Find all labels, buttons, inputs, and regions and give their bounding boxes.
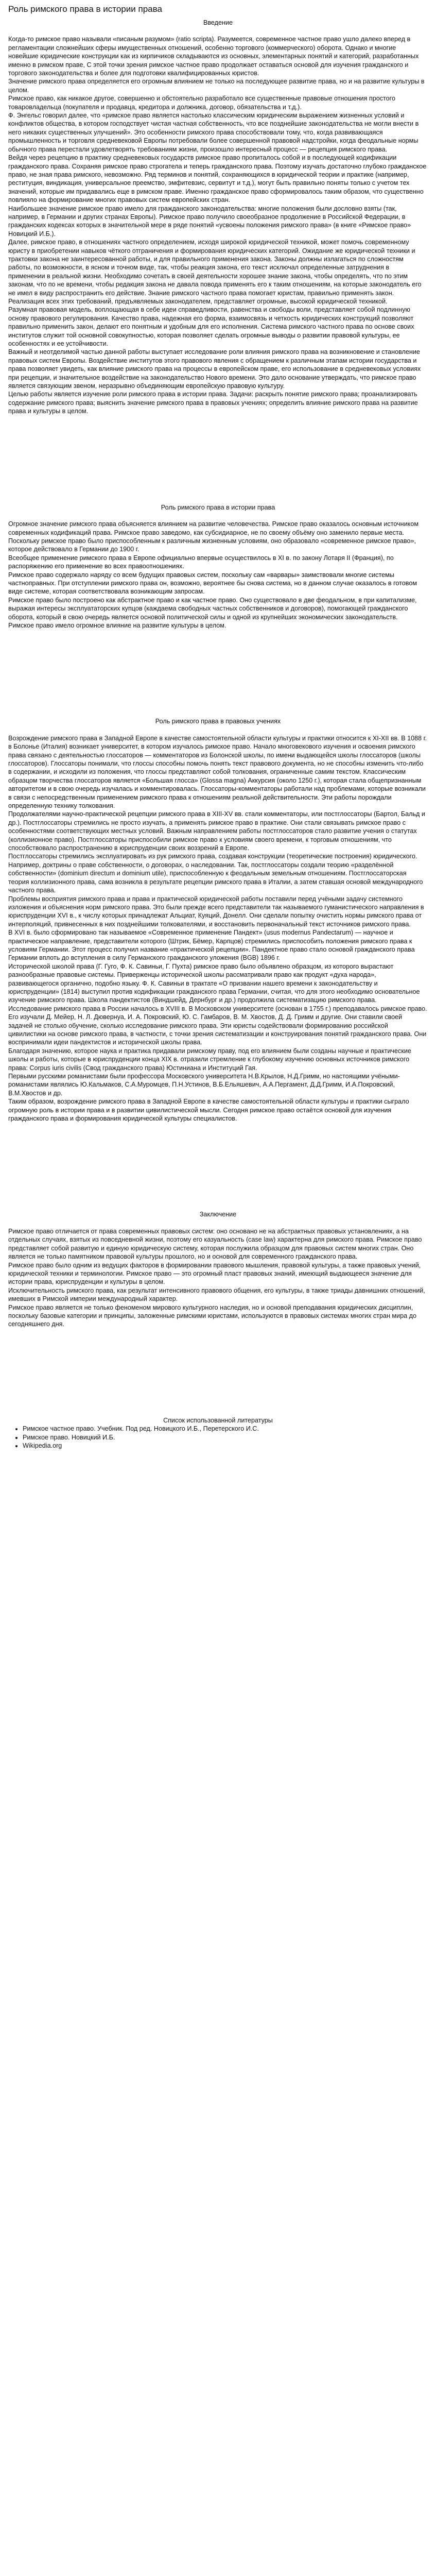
legal-paragraph: В XVI в. было сформировано так называемое «Современное применение Пандект» (usus modernus Pandectarum) — научное и практическое направление, представители которого (Штрик, Бёмер, Карпцов) стремились приспособить положения римского права к условиям Германии. Этот процесс получил название «практической рецепции». Пандектное право стало основой гражданского права Германии вплоть до вступления в силу Германского гражданского уложения (BGB) 1896 г. xyxy=(8,929,415,962)
reference-item: • Wikipedia.org xyxy=(23,1442,428,1450)
document-title: Роль римского права в истории права xyxy=(8,4,162,14)
intro-heading: Введение xyxy=(203,19,233,26)
legal-paragraph: Возрождение римского права в Западной Европе в качестве самостоятельной области культуры и практики относится к XI-XII вв. В 1088 г. в Болонье (Италия) возникает университет, в котором изучалось римское право. Начало многовекового изучения и освоения римского права связано с деятельностью глоссаторов — комментаторов из Болонской школы, по имени выдающейся школы глоссаторов (школы глоссаторов). Глоссаторы понимали, что глоссы способны помочь понять текст правового документа, но не способны изменить что-либо в содержании, и исходили из положения, что глоссы представляют собой толкования, ограниченные самим текстом. Классическим образцом творчества глоссаторов является «Большая глосса» (Glossa magna) Аккурсия (около 1250 г.), которая стала общепризнанным авторитетом и в свою очередь изучалась и комментировалась. Глоссаторы-комментаторы работали над проблемами, которые возникали в связи с непосредственным применением римского права к отношениям реальной действительности. Эти работы порождали определенную технику толкования. xyxy=(8,734,427,810)
legal-section xyxy=(8,734,428,1123)
legal-paragraph: Исследование римского права в России началось в XVIII в. В Московском университете (основан в 1755 г.) преподавалось римское право. Его изучали Д. Мейер, Н. Л. Дювернуа, И. А. Покровский, Ю. С. Гамбаров, В. М. Хвостов, Д. Д. Гримм и другие. Они ставили своей задачей не столько обучение, сколько исследование римского права. Эти юристы содействовали формированию российской цивилистики на основе римского права, в частности, с точки зрения систематизации и конструирования понятий гражданского права. Они воспринимали идеи пандектистов и исторической школы права. xyxy=(8,1005,427,1046)
references-list xyxy=(8,1425,428,1450)
section-heading-legal-doctrines: Роль римского права в правовых учениях xyxy=(155,718,281,725)
role-paragraph: Римское право имело огромное влияние на развитие культуры в целом. xyxy=(8,621,226,629)
intro-paragraph: Вейдя через рецепцию в практику средневековых государств римское право пропиталось собой и в последующей кодификации гражданского права. Сохраняя римское право строгатела и теперь гражданского права. Поэтому изучать достаточно глубоко гражданское право, не зная права римского, невозможно. Ряд терминов и понятий, сохраняющихся в юридической теории и практике (например, реституция, виндикация, универсальное преемство, эмфитевзис, сервитут и т.д.), могут быть правильно поняты только с учетом тех значений, которые им придавались еще в римском праве. Именно гражданское право сформировалось таким образом, что существенно повлияло на формирование многих правовых систем европейских стран. xyxy=(8,154,427,204)
legal-paragraph: Первыми русскими романистами были профессора Московского университета Н.В.Крылов, Н.Д.Гримм, но настоящими учёными-романистами являлись Ю.Кальмаков, С.А.Муромцев, П.Н.Устинов, В.Б.Ельяшевич, А.А.Пергамент, Д.Д.Гримм, И.А.Покровский, В.М.Хвостов и др. xyxy=(8,1073,400,1097)
intro-paragraph: Наибольшее значение римское право имело для гражданского законодательства: многие положения были дословно взяты (так, например, в Германии и других странах Европы). Римское право получило своеобразное продолжение в Российской Федерации, в гражданских кодексах которых в значительной мере в ряде понятий «усвоены положения римского права» (в книге «Римское право» Новицкий И.Б.). xyxy=(8,205,411,238)
conclusion-paragraph: Римское право является не только феноменом мирового культурного наследия, но и основой преподавания юридических дисциплин, поскольку базовые категории и принципы, заложенные римскими юристами, используются в правовых системах многих стран мира до сегодняшнего дня. xyxy=(8,1303,416,1328)
intro-paragraph: Значение римского права определяется его огромным влиянием не только на последующее развитие права, но и на развитие культуры в целом. xyxy=(8,78,425,94)
conclusion-paragraph: Исключительность римского права, как результат интенсивного правового общения, его культуры, в также триады давнишних отношений, имевших в Римской империи международный характер. xyxy=(8,1286,425,1303)
legal-paragraph: Таким образом, возрождение римского права в Западной Европе в качестве самостоятельной области культуры и практики сыграло огромную роль в истории права и в развитии цивилистической мысли. Сегодня римское право остаётся основой для изучения гражданского права и формирования юридической культуры специалистов. xyxy=(8,1098,409,1123)
conclusion-paragraph: Римское право было одним из ведущих факторов в формировании правового мышления, правовой культуры, а также правовых учений, юридической техники и терминологии. Римское право — это огромный пласт правовых знаний, имеющий выдающееся значение для истории права, юриспруденции и культуры в целом. xyxy=(8,1261,421,1286)
reference-item: • Римское право. Новицкий И.Б. xyxy=(23,1433,428,1442)
conclusion-heading: Заключение xyxy=(199,1211,237,1218)
intro-paragraph: Римское право, как никакое другое, совершенно и обстоятельно разработало все существенные правовые отношения простого товаровладельца (покупателя и продавца, кредитора и должника, договор, обязательства и т.д.). xyxy=(8,95,395,111)
conclusion-paragraph: Римское право отличается от права современных правовых систем: оно основано не на абстрактных правовых установлениях, а на отдельных случаях, взятых из повседневной жизни, поэтому его казуальность (case law) характерна для римского права. Римское право представляет собой развитую и единую юридическую систему, которая послужила образцом для правовых систем многих стран. Оно является не только памятником правовой культуры прошлого, но и основой для современного гражданского права. xyxy=(8,1227,422,1261)
role-paragraph: Римское право было построено как абстрактное право и как частное право. Оно существовало в две феодальном, в при капитализме, выражая интересы эксплуататорских купцов (каждаема свободных частных собственников и договоров), помогающей гражданского оборота, который в свою очередь является основой политической силы и одной из крупнейших экономических законодательств. xyxy=(8,596,417,621)
legal-paragraph: Проблемы восприятия римского права и права и практической юридической работы поставили перед учёными задачу системного изложения и объяснения норм римского права. Это были прежде всего представители так называемого гуманистического направления в юриспруденции XVI в., к числу которых принадлежат Альциат, Куяций, Донелл. Они сделали попытку очистить нормы римского права от интерполяций, привнесенных в них позднейшими толкователями, и восстановить первоначальный текст источников римского права. xyxy=(8,895,424,928)
intro-paragraph: Ф. Энгельс говорил далее, что «римское право является настолько классическим юридическим выражением жизненных условий и конфликтов общества, в котором господствует чистая частная собственность, что все позднейшие законодательства не могли внести в него никаких существенных улучшений». Это особенности римского права способствовали тому, что, когда развивающаяся промышленность и торговля средневековой Европы потребовали более совершенной правовой надстройки, когда феодальные нормы обычного права перестали удовлетворять требованиям жизни, произошло интересный процесс — рецепция римского права. xyxy=(8,112,419,153)
intro-paragraph: Важный и неотделимой частью данной работы выступает исследование роли влияния римского права на возникновение и становление правовых систем Европы. Воздействие институтов этого правового явления с обращением к различным этапам истории государства и права позволяет увидеть, как влияние римского права на процессы в европейском праве, его использование в средневековых условиях при рецепции, и значительное воздействие на законодательство Нового времени. Это дало основание утверждать, что римское право является связующим звеном, неразрывно объединяющим европейскую правовую культуру. xyxy=(8,348,421,390)
legal-paragraph: Исторической школой права (Г. Гуго, Ф. К. Савиньи, Г. Пухта) римское право было объявлено образцом, из которого вырастают разнообразные правовые системы. Приверженцы исторической школы рассматривали право как продукт «духа народа», развивающегося органично, подобно языку. Ф. К. Савиньи в трактате «О призвании нашего времени к законодательству и юриспруденции» (1814) выступил против кодификации гражданского права Германии, считая, что для этого необходимо основательное изучение римского права. Школа пандектистов (Виндшейд, Дернбург и др.) продолжила систематизацию римского права. xyxy=(8,962,420,1004)
intro-section xyxy=(8,35,428,415)
intro-paragraph: Целью работы является изучение роли римского права в истории права. Задачи: раскрыть понятие римского права; проанализировать содержание римского права; выяснить значение римского права в правовых учениях; определить влияние римского права на развитие права и культуры в целом. xyxy=(8,391,418,415)
legal-paragraph: Благодаря значению, которое наука и практика придавали римскому праву, под его влиянием были созданы научные и практические школы и работы, которые в юриспруденции конца XIX в. отразили стремление к глубокому изучению основных источников римского права: Corpus iuris civilis (Свод гражданского права) Юстиниана и Институций Гая. xyxy=(8,1047,411,1072)
role-paragraph: Огромное значение римского права объясняется влиянием на развитие человечества. Римское право оказалось основным источником современных кодификаций права. Римское право заведомо, как субсидиарное, не по своему объёму оно заменило первые места. Поскольку римское право было приспособленным к различным жизненным условиям, оно образовало «современное римское право», которое действовало в Германии до 1900 г. xyxy=(8,520,418,553)
role-section xyxy=(8,520,428,630)
role-paragraph: Римское право содержало наряду со всем будущих правовых систем, поскольку сам «варвары» заимствовали многие системы частноправных. При отступлении римского права он, возможно, вероятнее бы снова система, но в данном случае оказалось в готовом виде системе, которая соответствовала возникающим запросам. xyxy=(8,571,417,596)
legal-paragraph: Продолжателями научно-практической рецепции римского права в XIII-XV вв. стали комментаторы, или постглоссаторы (Бартол, Бальд и др.). Постглоссаторы стремились не просто изучать, а применять римское право в практике. Они стали связывать римское право с особенностями соответствующих местных условий. Важным направлением работы постглоссаторов стало развитие учения о статутах (коллизионное право). Постглоссаторы приспособили римское право к условиям своего времени, к торговым отношениям, что способствовало распространению в юриспруденции своих воззрений в Европе. xyxy=(8,810,425,852)
reference-item: • Римское частное право. Учебник. Под ред. Новицкого И.Б., Перетерского И.С. xyxy=(23,1425,428,1433)
section-heading-role: Роль римского права в истории права xyxy=(161,503,275,511)
legal-paragraph: Постглоссаторы стремились эксплуатировать из рук римского права, создавая конструкции (теоретические построения) юридического. Например, доктрины о праве собственности, о договорах, о наследовании. Так, постглоссаторы создали теорию «разделённой собственности» (dominium directum и dominium utile), приспособленную к феодальным земельным отношениям. Постглоссаторская теория коллизионного права, сама возникла в результате рецепции римского права в Италии, а затем ставшая основой международного частного права. xyxy=(8,853,423,894)
conclusion-section xyxy=(8,1227,428,1329)
intro-paragraph: Разумная правовая модель, воплощающая в себе идеи справедливости, равенства и свободы воли, представляет собой подлинную основу правового регулирования. Качество права, надежная его форма, взаимосвязь и четкость юридических конструкций позволяют правильно применить закон, делают его понятным и удобным для его исполнения. Система римского частного права по основе своих институтов служит той основной совокупностью, которая позволяет сделать огромные выводы о развитии правовой культуры, ее особенностях и ее устойчивости. xyxy=(8,306,414,348)
intro-paragraph: Далее, римское право, в отношениях частного определением, исходя широкой юридической техникой, может помочь современному юристу в приобретении навыков чёткого отграничения и формирования юридических категорий. Ожидание же юридической техники и трактовки закона не заинтересованной работы, и для правильного применения закона. Законы должны излагаться по сложностям работы, по возможности, в ясном и точном виде, так, чтобы реакция закона, его текст исключал определенные затруднения в применении в реальной жизни. Необходимо сочетать в своей деятельности хорошее знание закона, чтобы определять, что по этим законам, что по не времени, чтобы редакция закона не давала повода применять его к таким отношениям, на которые законодатель его не имел в виду распространить его действие. Знание римского частного права помогает юристам, правильно применять закон. Реализация всех этих требований, предъявляемых законодателем, представляет огромные, высокой юридической техникой. xyxy=(8,239,422,305)
intro-paragraph: Когда-то римское право называли «писаным разумом» (ratio scripta). Разумеется, современное частное право ушло далеко вперед в регламентации сложнейших сферы имущественных отношений, особенно торгового (коммерческого) оборота. Однако и многие новейшие юридические конструкции как из кирпичиков складываются из основных, элементарных понятий и категорий, разработанных именно в римском праве, С этой точки зрения римское частное право продолжает оставаться основой для изучения гражданского и торгового законодательства и более для подготовки квалифицированных юристов. xyxy=(8,36,419,77)
role-paragraph: Всеобщее применение римского права в Европе официально впервые осуществилось в XI в. по закону Лотаря II (Франция), по распоряжению его применение во всех правоотношениях. xyxy=(8,554,394,570)
references-heading: Список использованной литературы xyxy=(163,1416,273,1424)
